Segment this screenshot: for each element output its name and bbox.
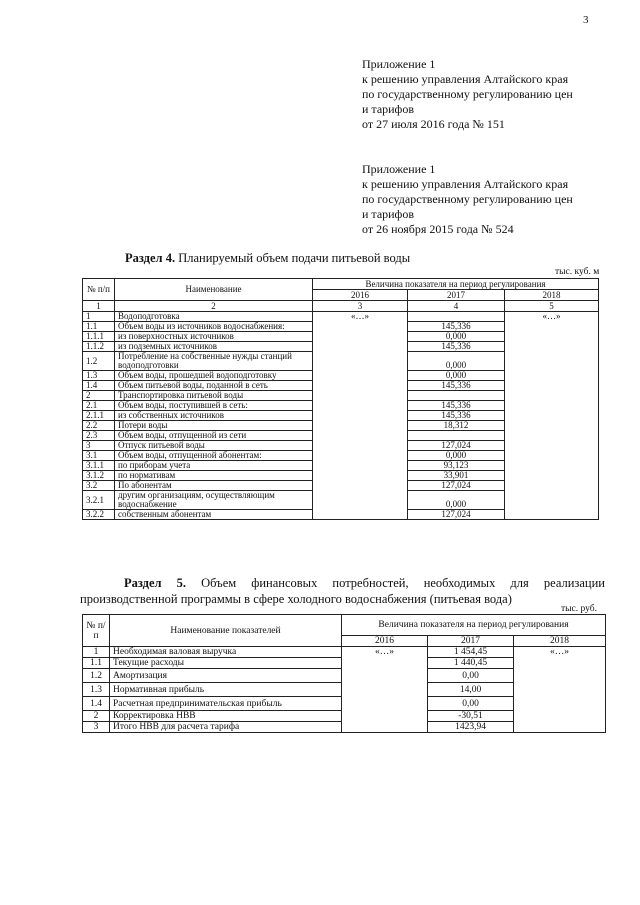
row-name: Амортизация [110, 669, 342, 683]
col-header-name: Наименование показателей [110, 615, 342, 647]
row-num: 2.2 [83, 421, 115, 431]
value-2017: 93,123 [408, 461, 505, 471]
row-name: собственным абонентам [115, 510, 313, 520]
row-name: Объем воды, поступившей в сеть: [115, 401, 313, 411]
section4-title-number: Раздел 4. [125, 251, 176, 265]
row-num: 2 [83, 711, 110, 722]
row-num: 3.2.1 [83, 491, 115, 510]
value-2017: 0,000 [408, 371, 505, 381]
value-2017: 0,000 [408, 451, 505, 461]
value-2016-placeholder: «…» [313, 312, 408, 520]
value-2017: 145,336 [408, 381, 505, 391]
row-num: 1.3 [83, 371, 115, 381]
row-name: Расчетная предпринимательская прибыль [110, 697, 342, 711]
value-2017 [408, 312, 505, 322]
row-num: 1.1 [83, 322, 115, 332]
row-name: Итого НВВ для расчета тарифа [110, 722, 342, 733]
row-num: 3.2 [83, 481, 115, 491]
value-2017: 127,024 [408, 441, 505, 451]
row-num: 1.4 [83, 381, 115, 391]
row-name: по нормативам [115, 471, 313, 481]
row-name: По абонентам [115, 481, 313, 491]
value-2017: 145,336 [408, 401, 505, 411]
value-2017 [408, 391, 505, 401]
col-header-num: № п/п [83, 279, 115, 301]
row-num: 1.1.2 [83, 342, 115, 352]
row-num: 1.1.1 [83, 332, 115, 342]
value-2017: 33,901 [408, 471, 505, 481]
row-name: из собственных источников [115, 411, 313, 421]
row-name: Корректировка НВВ [110, 711, 342, 722]
row-num: 2.3 [83, 431, 115, 441]
row-name: Текущие расходы [110, 658, 342, 669]
water-volume-table [82, 278, 599, 520]
section5-unit: тыс. руб. [561, 604, 597, 614]
value-2017: 127,024 [408, 481, 505, 491]
value-2017: 1423,94 [428, 722, 514, 733]
financial-needs-table [82, 614, 606, 733]
section4-title [125, 250, 410, 266]
value-2017: 0,00 [428, 697, 514, 711]
section4-unit: тыс. куб. м [555, 267, 600, 277]
col-index: 1 [83, 301, 115, 312]
col-index: 5 [505, 301, 599, 312]
row-name: Объем питьевой воды, поданной в сеть [115, 381, 313, 391]
row-name: по приборам учета [115, 461, 313, 471]
row-name: Объем воды из источников водоснабжения: [115, 322, 313, 332]
table-row [83, 312, 599, 322]
table-row [83, 647, 606, 658]
col-header-period: Величина показателя на период регулирования [342, 615, 606, 636]
value-2017: -30,51 [428, 711, 514, 722]
col-header-2018: 2018 [514, 636, 606, 647]
value-2017: 0,000 [408, 352, 505, 371]
row-num: 1.2 [83, 352, 115, 371]
appendix-line: и тарифов [362, 207, 415, 221]
row-name: Объем воды, отпущенной из сети [115, 431, 313, 441]
row-num: 2.1 [83, 401, 115, 411]
col-header-2017: 2017 [428, 636, 514, 647]
value-2017: 0,000 [408, 332, 505, 342]
appendix-line: и тарифов [362, 102, 415, 116]
page-number: 3 [583, 14, 589, 26]
section5-title-text: Объем финансовых потребностей, необходимых для реализации производственной программы в сфере холодного водоснабжения (питьевая вода) [80, 576, 605, 606]
col-header-2016: 2016 [342, 636, 428, 647]
col-header-name: Наименование [115, 279, 313, 301]
appendix-line: от 26 ноября 2015 года № 524 [362, 222, 514, 236]
value-2017: 0,00 [428, 669, 514, 683]
row-name: Потребление на собственные нужды станций водоподготовки [115, 352, 313, 371]
value-2016-placeholder: «…» [342, 647, 428, 733]
row-num: 1.1 [83, 658, 110, 669]
col-header-2017: 2017 [408, 290, 505, 301]
appendix-header-original [362, 162, 612, 237]
row-name: Необходимая валовая выручка [110, 647, 342, 658]
value-2017: 145,336 [408, 322, 505, 332]
col-header-2018: 2018 [505, 290, 599, 301]
appendix-line: к решению управления Алтайского края [362, 177, 569, 191]
row-num: 3 [83, 722, 110, 733]
row-name: Нормативная прибыль [110, 683, 342, 697]
value-2017: 145,336 [408, 411, 505, 421]
section4-title-text: Планируемый объем подачи питьевой воды [175, 251, 411, 265]
value-2017: 14,00 [428, 683, 514, 697]
row-num: 1.4 [83, 697, 110, 711]
appendix-line: по государственному регулированию цен [362, 87, 573, 101]
col-index: 3 [313, 301, 408, 312]
value-2017 [408, 431, 505, 441]
col-header-period: Величина показателя на период регулирования [313, 279, 599, 290]
appendix-line: от 27 июля 2016 года № 151 [362, 117, 505, 131]
col-index: 2 [115, 301, 313, 312]
section5-title [80, 575, 605, 607]
appendix-line: к решению управления Алтайского края [362, 72, 569, 86]
col-header-2016: 2016 [313, 290, 408, 301]
row-name: из поверхностных источников [115, 332, 313, 342]
row-name: Отпуск питьевой воды [115, 441, 313, 451]
value-2017: 1 440,45 [428, 658, 514, 669]
row-name: Объем воды, отпущенной абонентам: [115, 451, 313, 461]
row-num: 2 [83, 391, 115, 401]
row-num: 1 [83, 647, 110, 658]
section5-title-number: Раздел 5. [124, 576, 187, 590]
row-num: 1.3 [83, 683, 110, 697]
value-2018-placeholder: «…» [505, 312, 599, 520]
col-header-num: № п/п [83, 615, 110, 647]
row-num: 3.2.2 [83, 510, 115, 520]
row-num: 1 [83, 312, 115, 322]
appendix-line: Приложение 1 [362, 57, 436, 71]
row-num: 2.1.1 [83, 411, 115, 421]
value-2017: 0,000 [408, 491, 505, 510]
col-index: 4 [408, 301, 505, 312]
value-2017: 18,312 [408, 421, 505, 431]
row-name: Транспортировка питьевой воды [115, 391, 313, 401]
value-2017: 127,024 [408, 510, 505, 520]
appendix-line: по государственному регулированию цен [362, 192, 573, 206]
row-name: другим организациям, осуществляющим водоснабжение [115, 491, 313, 510]
row-num: 1.2 [83, 669, 110, 683]
row-num: 3.1.1 [83, 461, 115, 471]
row-name: Потери воды [115, 421, 313, 431]
row-name: Водоподготовка [115, 312, 313, 322]
row-name: из подземных источников [115, 342, 313, 352]
appendix-header-current [362, 57, 612, 132]
row-num: 3.1 [83, 451, 115, 461]
row-num: 3.1.2 [83, 471, 115, 481]
row-num: 3 [83, 441, 115, 451]
value-2017: 145,336 [408, 342, 505, 352]
value-2017: 1 454,45 [428, 647, 514, 658]
value-2018-placeholder: «…» [514, 647, 606, 733]
appendix-line: Приложение 1 [362, 162, 436, 176]
row-name: Объем воды, прошедшей водоподготовку [115, 371, 313, 381]
